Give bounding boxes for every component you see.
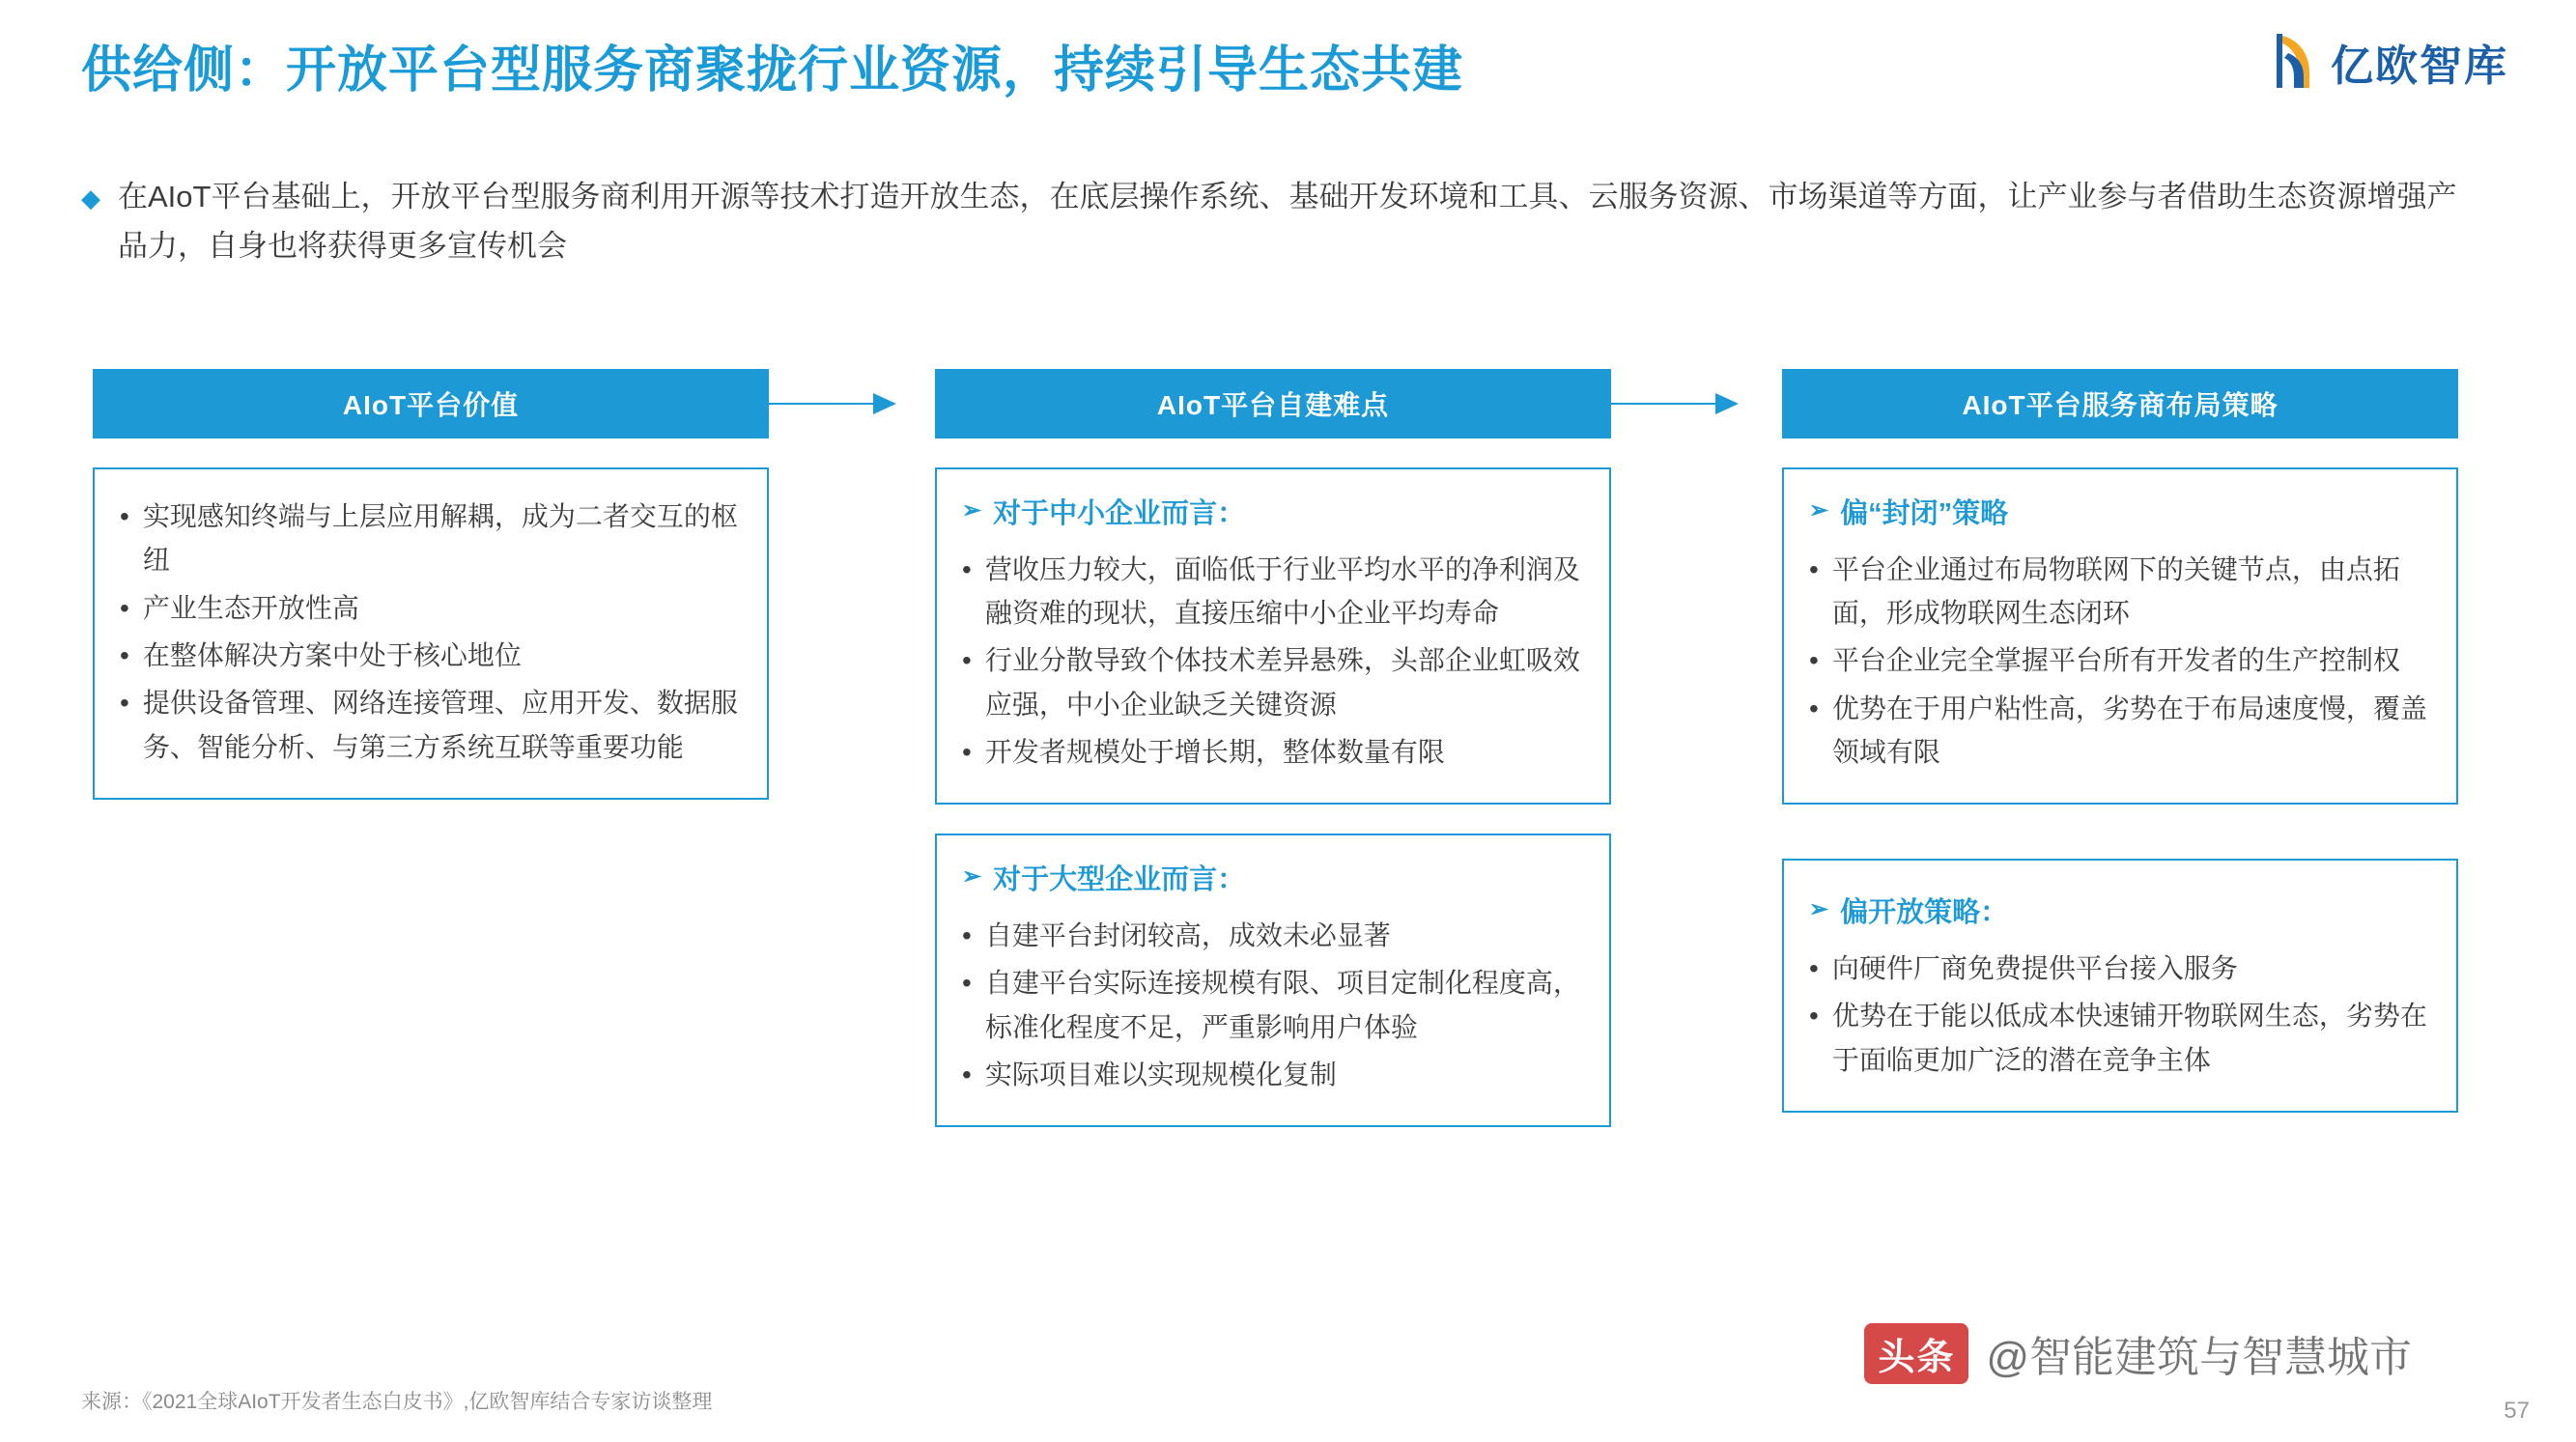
panel-subtitle [1809,893,2431,933]
bullet-dot-icon: • [1809,952,1819,983]
bullet-dot-icon: • [962,645,972,676]
column-provider-strategy [1782,369,2458,1113]
bullet-dot-icon: • [120,501,129,531]
bullet-dot-icon: • [120,592,129,623]
page-number: 57 [2504,1398,2530,1424]
bullet-dot-icon: • [120,640,129,671]
panel-subtitle-text: 偏“封闭”策略 [1840,498,2009,529]
bullet-list [1809,548,2431,775]
panel-large-enterprise [935,834,1611,1127]
bullet-dot-icon: • [962,968,972,999]
content-columns [0,369,2576,1344]
list-item-text: 自建平台封闭较高，成效未必显著 [984,919,1391,950]
bullet-dot-icon: • [120,688,129,719]
bullet-dot-icon: • [962,553,972,584]
slide-header [0,0,2576,127]
list-item-text: 行业分散导致个体技术差异悬殊，头部企业虹吸效应强，中小企业缺乏关键资源 [984,645,1580,720]
bullet-dot-icon: • [1809,693,1819,723]
column-aiot-platform-value [93,369,769,800]
list-item [962,548,1584,636]
bullet-list [962,548,1584,775]
bullet-dot-icon: • [1809,553,1819,584]
arrow-col2-to-col3-icon [1611,386,1739,421]
list-item-text: 平台企业通过布局物联网下的关键节点，由点拓面，形成物联网生态闭环 [1831,553,2400,628]
toutiao-logo-icon: 头条 [1864,1323,1968,1384]
watermark [1864,1322,2412,1384]
list-item [1809,687,2431,775]
bullet-dot-icon: • [962,919,972,950]
panel-subtitle-text: 对于中小企业而言： [993,498,1246,529]
panel-subtitle [962,861,1584,900]
list-item [1809,994,2431,1082]
list-item-text: 营收压力较大，面临低于行业平均水平的净利润及融资难的现状，直接压缩中小企业平均寿命 [984,553,1580,628]
diamond-bullet-icon: ◆ [81,184,100,212]
bullet-dot-icon: • [1809,1001,1819,1032]
panel-open-strategy [1782,859,2458,1113]
list-item-text: 优势在于能以低成本快速铺开物联网生态，劣势在于面临更加广泛的潜在竞争主体 [1831,1001,2427,1075]
column-header: AIoT平台服务商布局策略 [1782,369,2458,438]
list-item [1809,548,2431,636]
page-title: 供给侧：开放平台型服务商聚拢行业资源，持续引导生态共建 [81,42,1464,99]
panel [93,467,769,800]
bullet-dot-icon: • [1809,645,1819,676]
bullet-dot-icon: • [962,1060,972,1090]
chevron-right-icon: ➢ [1809,497,1829,523]
intro-paragraph [81,172,2496,270]
list-item [120,495,742,582]
panel-subtitle [962,495,1584,534]
list-item [1809,638,2431,682]
list-item-text: 产业生态开放性高 [142,592,359,623]
arrow-col1-to-col2-icon [769,386,896,421]
list-item [1809,947,2431,990]
list-item-text: 自建平台实际连接规模有限、项目定制化程度高，标准化程度不足，严重影响用户体验 [984,968,1580,1042]
column-header: AIoT平台自建难点 [935,369,1611,438]
watermark-text: @智能建筑与智慧城市 [1986,1334,2412,1381]
list-item-text: 实现感知终端与上层应用解耦，成为二者交互的枢纽 [142,501,738,576]
list-item [962,961,1584,1049]
brand-name: 亿欧智库 [2331,42,2508,90]
list-item-text: 实际项目难以实现规模化复制 [984,1060,1337,1090]
list-item-text: 提供设备管理、网络连接管理、应用开发、数据服务、智能分析、与第三方系统互联等重要功能 [142,688,738,762]
yiou-logo-icon [2277,32,2321,92]
list-item [962,638,1584,726]
panel-closed-strategy [1782,467,2458,805]
intro-text: 在AIoT平台基础上，开放平台型服务商利用开源等技术打造开放生态，在底层操作系统、基础开发环境和工具、云服务资源、市场渠道等方面，让产业参与者借助生态资源增强产品力，自身也将获得更多宣传机会 [118,180,2457,264]
column-aiot-selfbuild-difficulties [935,369,1611,1127]
panel-subtitle [1809,495,2431,534]
bullet-dot-icon: • [962,737,972,768]
bullet-list [962,914,1584,1096]
panel-subtitle-text: 偏开放策略： [1840,897,2009,929]
list-item [962,914,1584,957]
list-item-text: 开发者规模处于增长期，整体数量有限 [984,737,1445,768]
list-item [962,730,1584,774]
panel-sme [935,467,1611,805]
bullet-list [1809,947,2431,1082]
list-item [962,1053,1584,1096]
list-item-text: 在整体解决方案中处于核心地位 [142,640,522,671]
panel-subtitle-text: 对于大型企业而言： [993,864,1246,896]
brand-logo [2277,31,2508,93]
column-header: AIoT平台价值 [93,369,769,438]
list-item [120,586,742,630]
list-item-text: 平台企业完全掌握平台所有开发者的生产控制权 [1831,645,2400,676]
bullet-list [120,495,742,769]
source-note: 来源：《2021全球AIoT开发者生态白皮书》,亿欧智库结合专家访谈整理 [81,1391,713,1413]
list-item-text: 向硬件厂商免费提供平台接入服务 [1831,952,2238,983]
chevron-right-icon: ➢ [962,497,982,523]
list-item [120,681,742,769]
chevron-right-icon: ➢ [1809,896,1829,923]
chevron-right-icon: ➢ [962,863,982,891]
list-item [120,634,742,677]
list-item-text: 优势在于用户粘性高，劣势在于布局速度慢，覆盖领域有限 [1831,693,2427,768]
